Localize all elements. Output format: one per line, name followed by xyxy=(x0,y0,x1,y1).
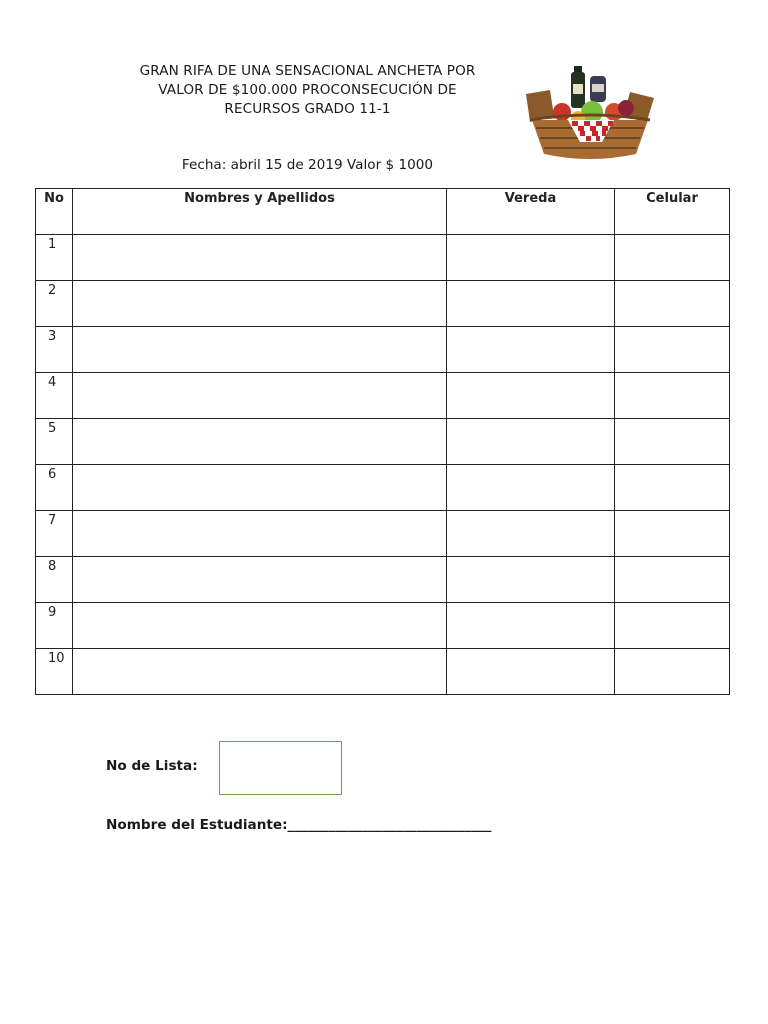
table-row xyxy=(36,649,730,695)
name-cell[interactable] xyxy=(73,327,447,373)
header-nombres: Nombres y Apellidos xyxy=(73,189,447,235)
name-cell[interactable] xyxy=(73,511,447,557)
name-cell[interactable] xyxy=(73,649,447,695)
list-number-label: No de Lista: xyxy=(106,758,198,774)
celular-cell[interactable] xyxy=(615,235,730,281)
document-title xyxy=(100,62,515,119)
celular-cell[interactable] xyxy=(615,419,730,465)
name-cell[interactable] xyxy=(73,419,447,465)
celular-cell[interactable] xyxy=(615,511,730,557)
vereda-cell[interactable] xyxy=(447,603,615,649)
table-header-row xyxy=(36,189,730,235)
raffle-table xyxy=(35,188,730,695)
title-line-3: RECURSOS GRADO 11-1 xyxy=(224,101,391,117)
name-cell[interactable] xyxy=(73,235,447,281)
celular-cell[interactable] xyxy=(615,327,730,373)
celular-cell[interactable] xyxy=(615,603,730,649)
name-cell[interactable] xyxy=(73,465,447,511)
row-number: 2 xyxy=(36,281,73,327)
vereda-cell[interactable] xyxy=(447,649,615,695)
row-number: 7 xyxy=(36,511,73,557)
celular-cell[interactable] xyxy=(615,281,730,327)
header-celular: Celular xyxy=(615,189,730,235)
vereda-cell[interactable] xyxy=(447,465,615,511)
title-line-2: VALOR DE $100.000 PROCONSECUCIÓN DE xyxy=(158,82,457,98)
header-no: No xyxy=(36,189,73,235)
vereda-cell[interactable] xyxy=(447,373,615,419)
table-row xyxy=(36,511,730,557)
name-cell[interactable] xyxy=(73,373,447,419)
name-cell[interactable] xyxy=(73,557,447,603)
celular-cell[interactable] xyxy=(615,373,730,419)
vereda-cell[interactable] xyxy=(447,511,615,557)
table-row xyxy=(36,281,730,327)
name-cell[interactable] xyxy=(73,603,447,649)
table-row xyxy=(36,603,730,649)
list-number-box[interactable] xyxy=(219,741,342,795)
row-number: 10 xyxy=(36,649,73,695)
name-cell[interactable] xyxy=(73,281,447,327)
header-vereda: Vereda xyxy=(447,189,615,235)
vereda-cell[interactable] xyxy=(447,281,615,327)
vereda-cell[interactable] xyxy=(447,557,615,603)
row-number: 1 xyxy=(36,235,73,281)
date-value-line: Fecha: abril 15 de 2019 Valor $ 1000 xyxy=(181,157,434,173)
row-number: 8 xyxy=(36,557,73,603)
row-number: 9 xyxy=(36,603,73,649)
table-row xyxy=(36,373,730,419)
table-row xyxy=(36,419,730,465)
table-row xyxy=(36,235,730,281)
title-line-1: GRAN RIFA DE UNA SENSACIONAL ANCHETA POR xyxy=(139,63,476,79)
vereda-cell[interactable] xyxy=(447,327,615,373)
vereda-cell[interactable] xyxy=(447,419,615,465)
table-row xyxy=(36,327,730,373)
row-number: 3 xyxy=(36,327,73,373)
celular-cell[interactable] xyxy=(615,465,730,511)
table-row xyxy=(36,557,730,603)
student-name-line: Nombre del Estudiante:______________________________ xyxy=(106,817,492,833)
row-number: 4 xyxy=(36,373,73,419)
gift-basket-icon xyxy=(522,62,658,164)
celular-cell[interactable] xyxy=(615,557,730,603)
vereda-cell[interactable] xyxy=(447,235,615,281)
table-row xyxy=(36,465,730,511)
row-number: 6 xyxy=(36,465,73,511)
celular-cell[interactable] xyxy=(615,649,730,695)
row-number: 5 xyxy=(36,419,73,465)
